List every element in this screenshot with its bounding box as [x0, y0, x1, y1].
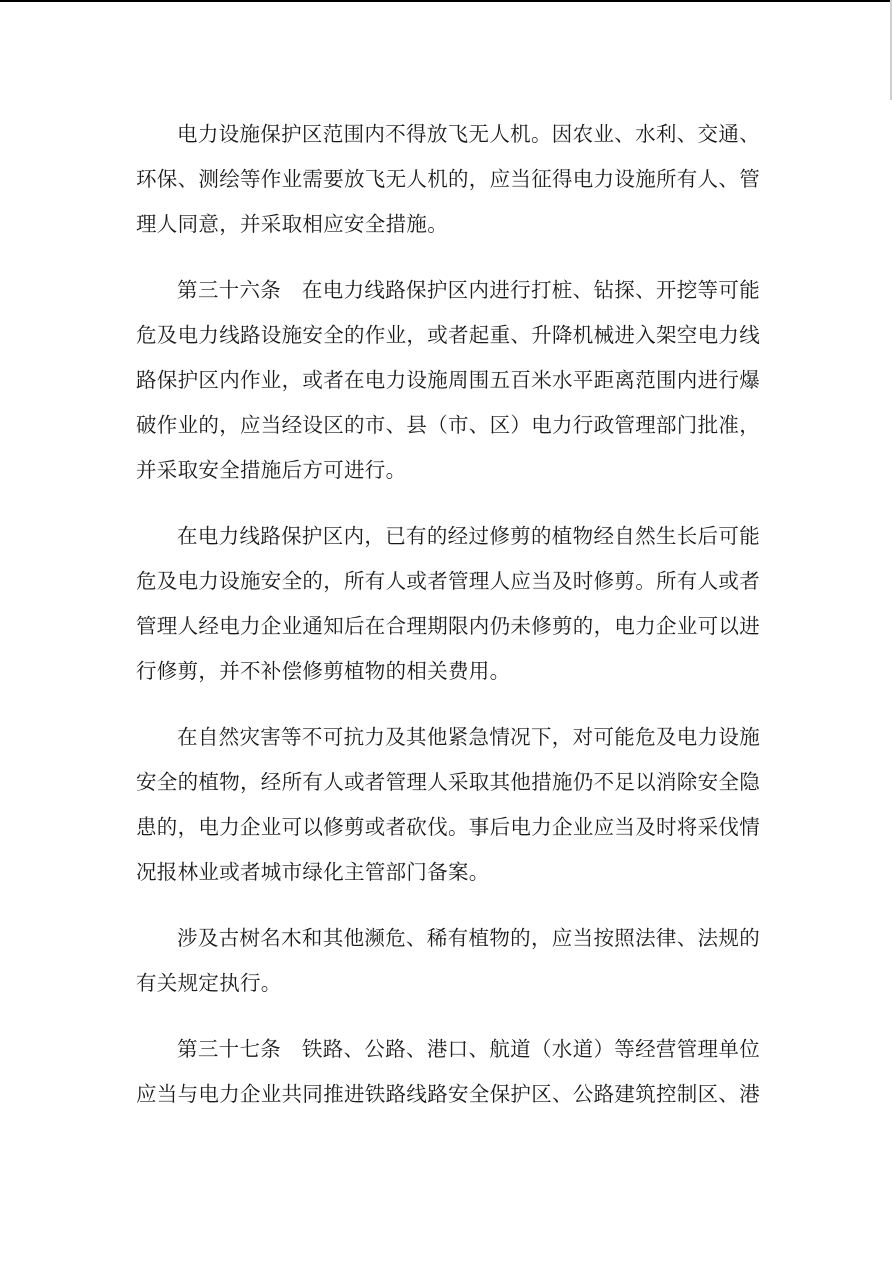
- paragraph-drone-restriction: 电力设施保护区范围内不得放飞无人机。因农业、水利、交通、环保、测绘等作业需要放飞无人机的，应当征得电力设施所有人、管理人同意，并采取相应安全措施。: [136, 122, 760, 236]
- document-body: [136, 112, 760, 1138]
- paragraph-emergency-felling: 在自然灾害等不可抗力及其他紧急情况下，对可能危及电力设施安全的植物，经所有人或者管理人采取其他措施仍不足以消除安全隐患的，电力企业可以修剪或者砍伐。事后电力企业应当及时将采伐情况报林业或者城市绿化主管部门备案。: [136, 725, 760, 884]
- paragraph-ancient-trees: 涉及古树名木和其他濒危、稀有植物的，应当按照法律、法规的有关规定执行。: [136, 926, 760, 995]
- paragraph-article-36: 第三十六条 在电力线路保护区内进行打桩、钻探、开挖等可能危及电力线路设施安全的作业，或者起重、升降机械进入架空电力线路保护区内作业，或者在电力设施周围五百米水平距离范围内进行爆破作业的，应当经设区的市、县（市、区）电力行政管理部门批准，并采取安全措施后方可进行。: [136, 278, 760, 482]
- paragraph-plant-trimming: 在电力线路保护区内，已有的经过修剪的植物经自然生长后可能危及电力设施安全的，所有人或者管理人应当及时修剪。所有人或者管理人经电力企业通知后在合理期限内仍未修剪的，电力企业可以进行修剪，并不补偿修剪植物的相关费用。: [136, 524, 760, 683]
- paragraph-article-37: 第三十七条 铁路、公路、港口、航道（水道）等经营管理单位应当与电力企业共同推进铁路线路安全保护区、公路建筑控制区、港: [136, 1037, 760, 1106]
- page-top-border: [0, 0, 892, 2]
